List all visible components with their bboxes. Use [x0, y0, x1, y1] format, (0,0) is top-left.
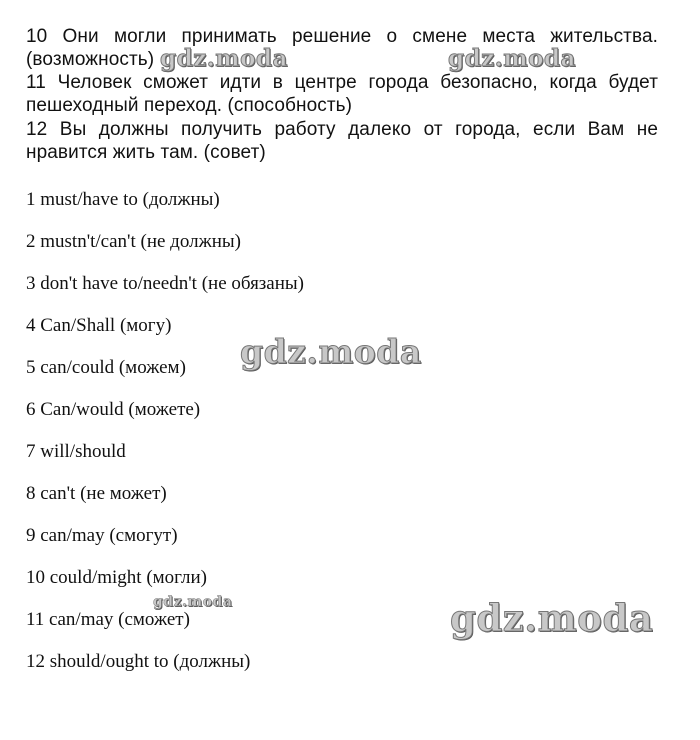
- watermark-center: gdz.moda: [240, 332, 422, 371]
- answer-item: 3 don't have to/needn't (не обязаны): [26, 273, 305, 294]
- answer-item: 8 can't (не может): [26, 483, 167, 504]
- sentence-10: 10 Они могли принимать решение о смене места жительства. (возможность): [26, 26, 658, 70]
- answer-item: 6 Can/would (можете): [26, 399, 201, 420]
- answer-item: 7 will/should: [26, 441, 126, 462]
- answer-item: 10 could/might (могли): [26, 567, 207, 588]
- watermark-top-left: gdz.moda: [160, 45, 288, 72]
- sentence-11: 11 Человек сможет идти в центре города безопасно, когда будет пешеходный переход. (способность): [26, 72, 658, 116]
- answer-item: 9 can/may (смогут): [26, 525, 178, 546]
- answer-item: 11 can/may (сможет): [26, 609, 190, 630]
- answer-item: 1 must/have to (должны): [26, 189, 220, 210]
- watermark-bottom-right: gdz.moda: [450, 596, 654, 640]
- answer-item: 2 mustn't/can't (не должны): [26, 231, 241, 252]
- watermark-top-right: gdz.moda: [448, 45, 576, 72]
- sentence-12: 12 Вы должны получить работу далеко от города, если Вам не нравится жить там. (совет): [26, 119, 658, 163]
- watermark-small: gdz.moda: [153, 594, 233, 610]
- answer-item: 5 can/could (можем): [26, 357, 186, 378]
- answer-item: 12 should/ought to (должны): [26, 651, 251, 672]
- answer-list: [26, 187, 304, 691]
- answer-item: 4 Can/Shall (могу): [26, 315, 172, 336]
